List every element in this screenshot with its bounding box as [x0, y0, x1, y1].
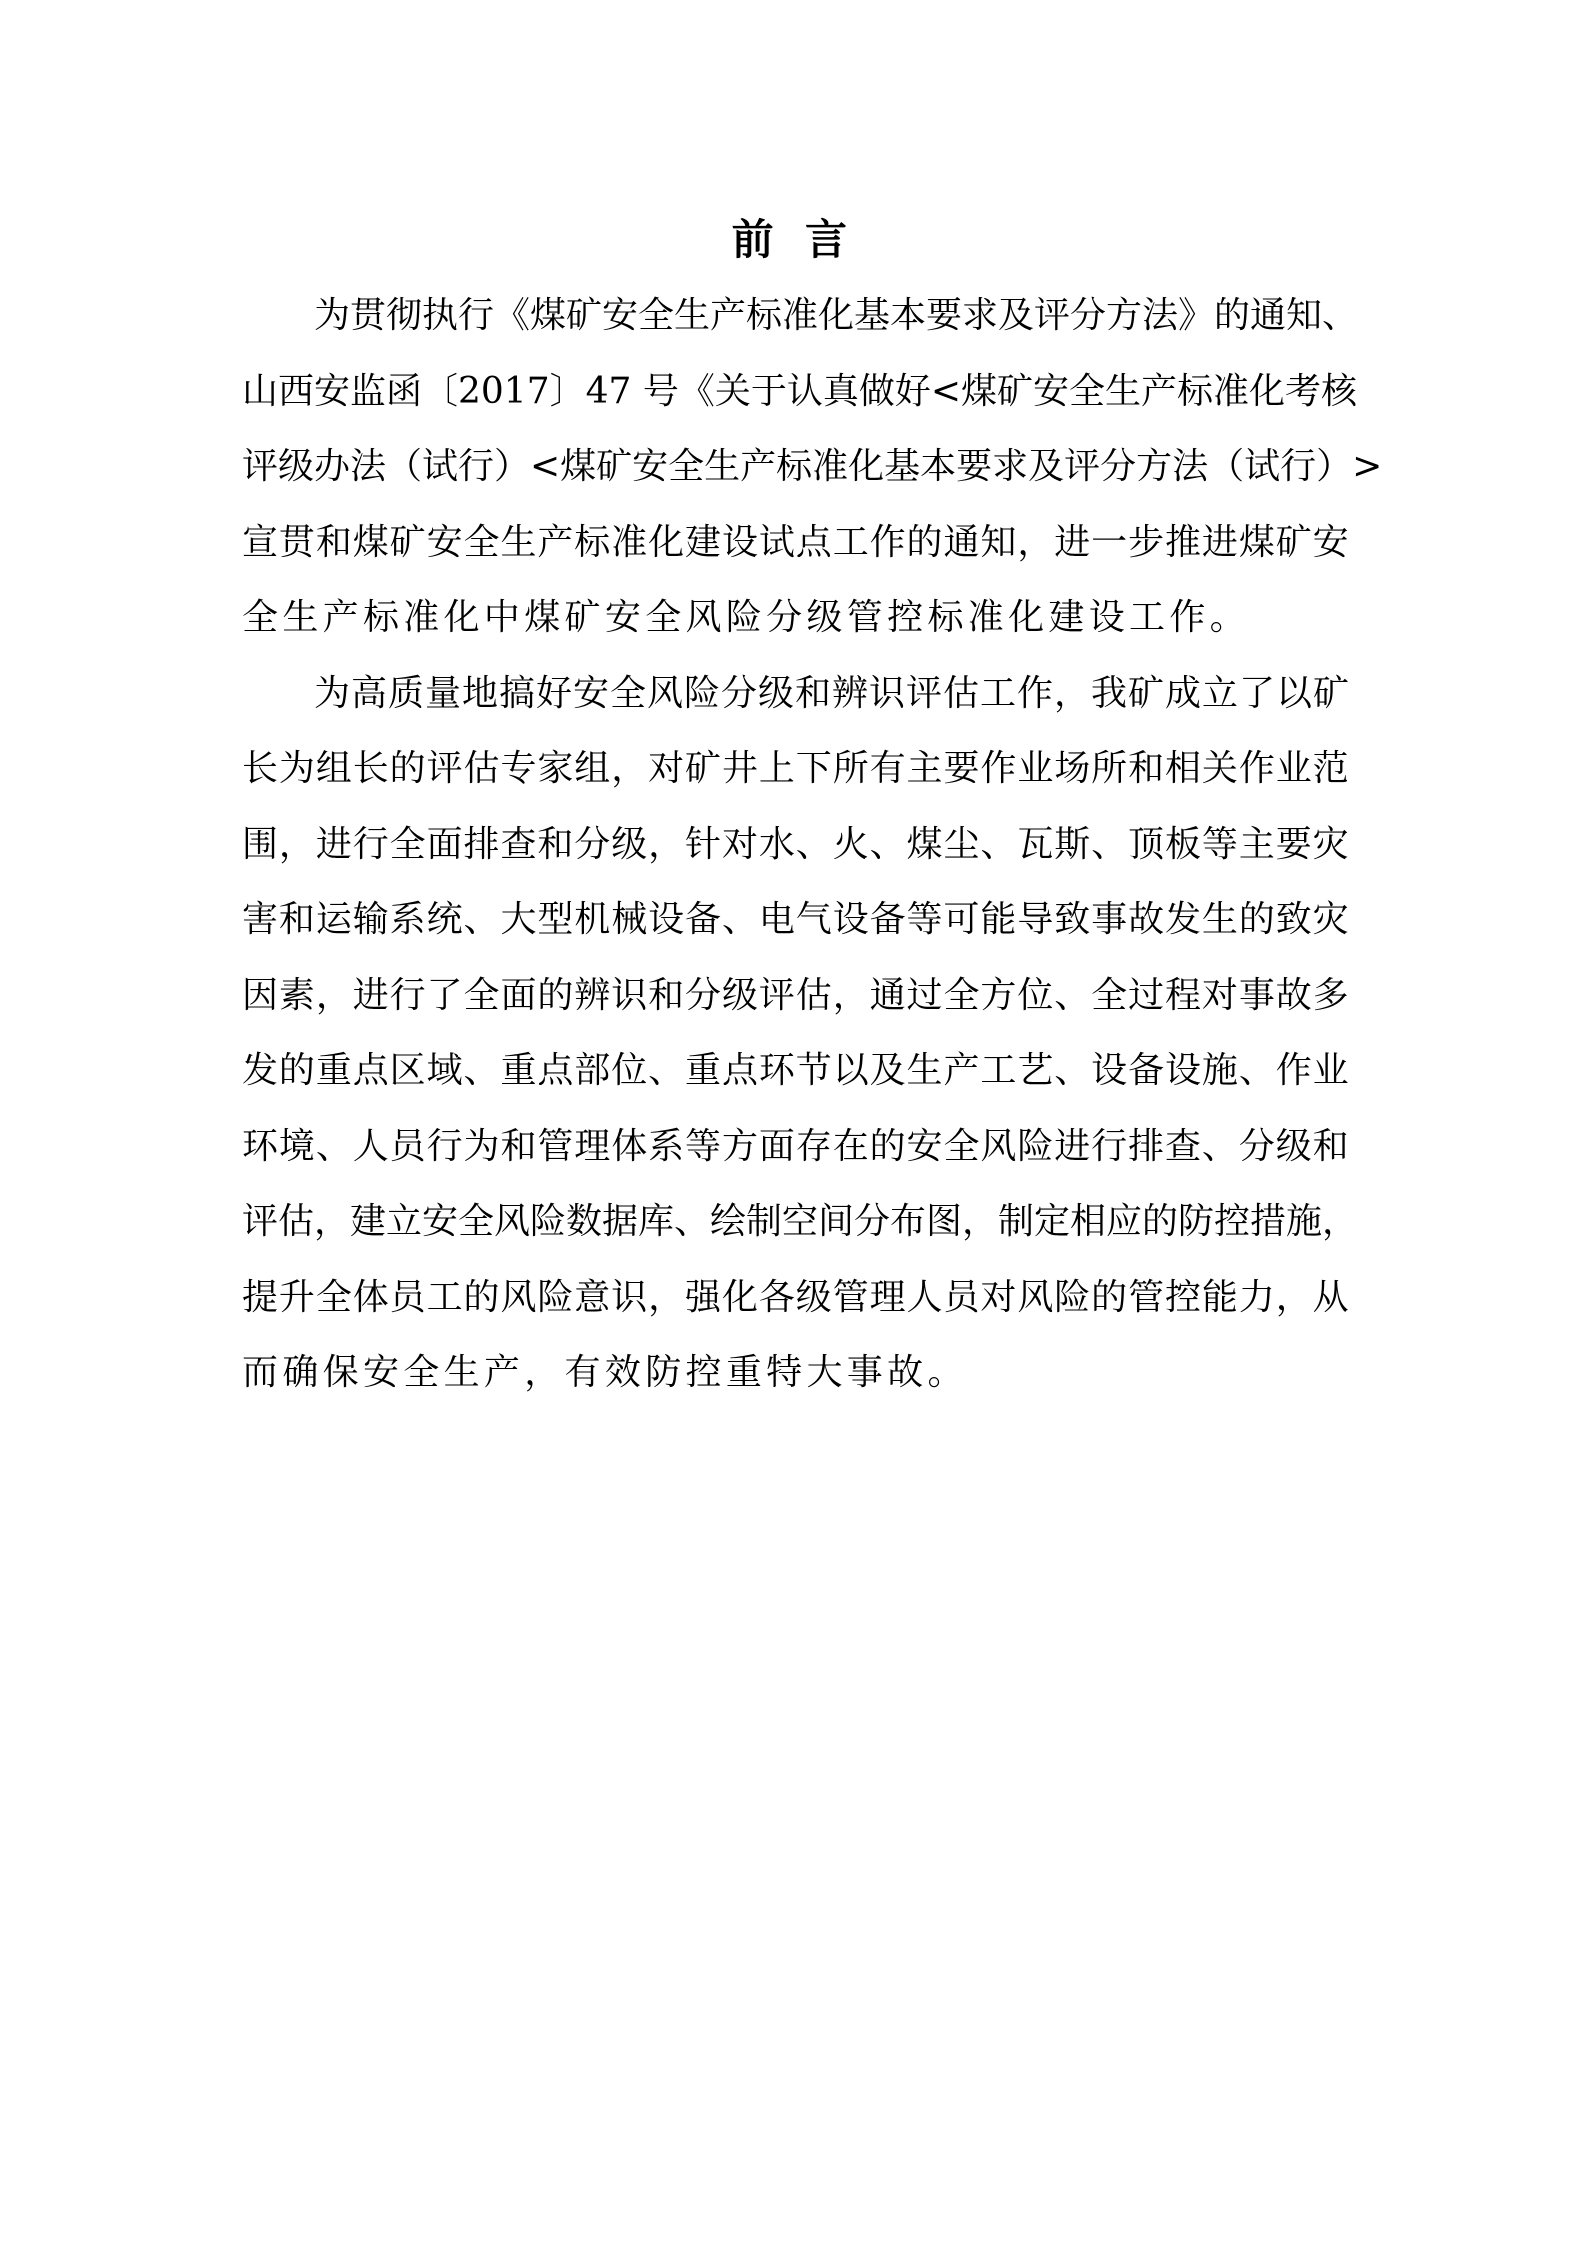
paragraph-line: 为贯彻执行《煤矿安全生产标准化基本要求及评分方法》的通知、 [314, 295, 1359, 336]
paragraph-line: 因素，进行了全面的辨识和分级评估，通过全方位、全过程对事故多 [242, 974, 1350, 1016]
paragraph-line: 宣贯和煤矿安全生产标准化建设试点工作的通知，进一步推进煤矿安 [242, 521, 1350, 563]
paragraph-line: 提升全体员工的风险意识，强化各级管理人员对风险的管控能力，从 [242, 1276, 1350, 1318]
paragraph-line: 全生产标准化中煤矿安全风险分级管控标准化建设工作。 [242, 597, 1251, 638]
document-body [242, 278, 1383, 1411]
paragraph-line: 环境、人员行为和管理体系等方面存在的安全风险进行排查、分级和 [242, 1125, 1350, 1167]
paragraph-line: 为高质量地搞好安全风险分级和辨识评估工作，我矿成立了以矿 [314, 672, 1350, 714]
paragraph-line: 长为组长的评估专家组，对矿井上下所有主要作业场所和相关作业范 [242, 748, 1350, 789]
paragraph-line: 评级办法（试行）<煤矿安全生产标准化基本要求及评分方法（试行）> [242, 446, 1383, 487]
paragraph-1 [242, 278, 1383, 656]
paragraph-line: 而确保安全生产，有效防控重特大事故。 [242, 1352, 968, 1393]
paragraph-line: 害和运输系统、大型机械设备、电气设备等可能导致事故发生的致灾 [242, 899, 1350, 940]
paragraph-line: 围，进行全面排查和分级，针对水、火、煤尘、瓦斯、顶板等主要灾 [242, 823, 1350, 865]
paragraph-line: 评估，建立安全风险数据库、绘制空间分布图，制定相应的防控措施， [242, 1201, 1359, 1242]
paragraph-line: 发的重点区域、重点部位、重点环节以及生产工艺、设备设施、作业 [242, 1050, 1350, 1091]
paragraph-2 [242, 656, 1359, 1411]
paragraph-line: 山西安监函〔2017〕47 号《关于认真做好<煤矿安全生产标准化考核 [242, 370, 1358, 412]
page-title: 前 言 [731, 215, 856, 264]
